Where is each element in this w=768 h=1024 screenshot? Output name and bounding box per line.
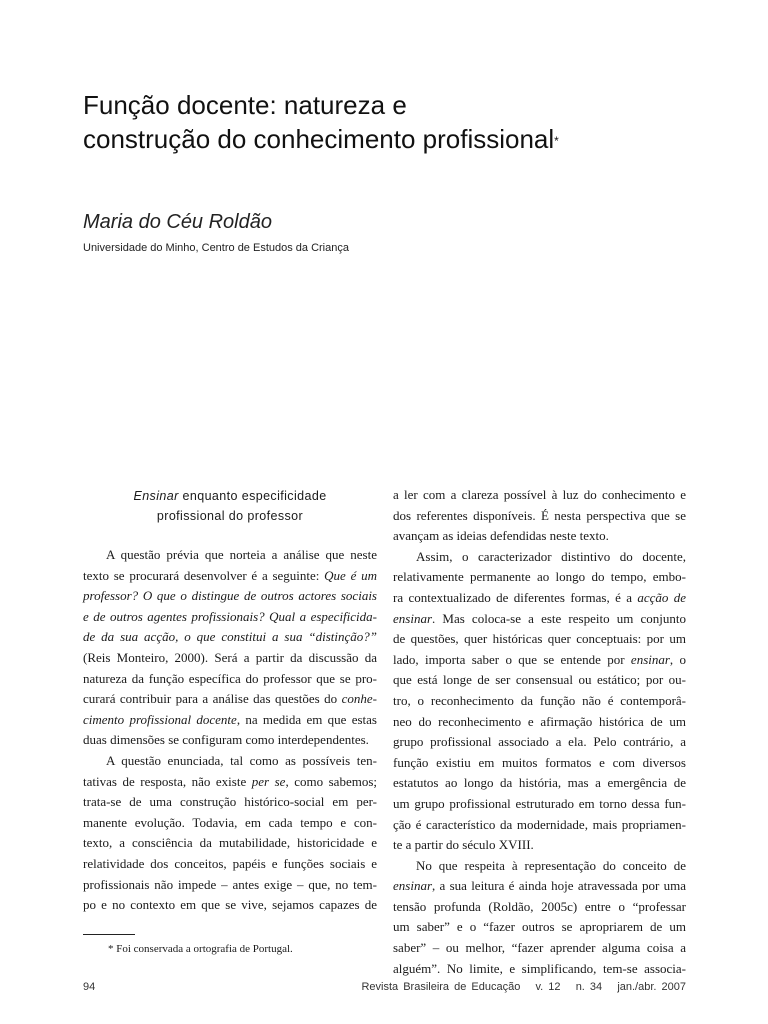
text-line: que está longe de ser consensual ou estático; por ou- bbox=[393, 672, 686, 688]
author-affiliation: Universidade do Minho, Centro de Estudos da Criança bbox=[83, 242, 349, 254]
left-column bbox=[83, 545, 377, 916]
paragraph bbox=[393, 856, 686, 980]
paragraph bbox=[393, 485, 686, 547]
text-line: alguém”. No limite, e simplificando, tem-se associa- bbox=[393, 960, 686, 976]
text-line: saber” – ou melhor, “fazer aprender alguma coisa a bbox=[393, 940, 686, 956]
section-heading-line-1 bbox=[83, 486, 377, 506]
footnote: * Foi conservada a ortografia de Portugal. bbox=[108, 943, 293, 955]
title-line-1: Função docente: natureza e bbox=[83, 90, 407, 120]
text-line: Assim, o caracterizador distintivo do docente, bbox=[416, 548, 686, 564]
article-title bbox=[83, 88, 703, 156]
text-line: neo do reconhecimento e afirmação histórica de um bbox=[393, 713, 686, 729]
paragraph bbox=[83, 751, 377, 916]
text-line: A questão prévia que norteia a análise que neste bbox=[106, 547, 377, 562]
text-line: profissionais não impede – antes exige – que, no tem- bbox=[83, 876, 377, 892]
text-line: trata-se de uma construção histórico-social em per- bbox=[83, 794, 377, 810]
text-line: cimento profissional docente, na medida em que estas bbox=[83, 711, 377, 727]
section-heading bbox=[83, 486, 377, 526]
text-line: A questão enunciada, tal como as possíveis ten- bbox=[106, 752, 377, 768]
text-line: avançam as ideias defendidas neste texto. bbox=[393, 528, 609, 544]
section-heading-line-2: profissional do professor bbox=[156, 509, 304, 523]
text-line: natureza da função específica do professor que se pro- bbox=[83, 670, 377, 686]
paragraph bbox=[83, 545, 377, 751]
text-line: lado, importa saber o que se entende por ensinar, o bbox=[393, 651, 686, 667]
text-line: ção é característico da modernidade, mais propriamen- bbox=[393, 816, 686, 832]
text-line: de questões, quer históricas quer conceptuais: por um bbox=[393, 631, 686, 647]
title-line-2 bbox=[83, 122, 703, 156]
section-heading-rest: enquanto especificidade bbox=[178, 489, 327, 503]
text-line: e de outros agentes profissionais? Qual a especificida- bbox=[83, 608, 377, 624]
text-line: duas dimensões se configuram como interdependentes. bbox=[83, 732, 369, 748]
text-line: relatividade dos conceitos, papéis e funções sociais e bbox=[83, 855, 377, 871]
text-line: (Reis Monteiro, 2000). Será a partir da discussão da bbox=[83, 649, 377, 665]
text-line: po e no contexto em que se vive, sejamos capazes de bbox=[83, 897, 377, 913]
text-line: um saber” e o “fazer outros se apropriarem de um bbox=[393, 919, 686, 935]
text-line: um grupo profissional estruturado em torno dessa fun- bbox=[393, 795, 686, 811]
section-heading-emphasis: Ensinar bbox=[133, 489, 179, 503]
text-line: ensinar, a sua leitura é ainda hoje atravessada por uma bbox=[393, 878, 686, 894]
text-line: dos referentes disponíveis. É nesta perspectiva que se bbox=[393, 507, 686, 523]
text-line: tro, o reconhecimento da função não é contemporâ- bbox=[393, 692, 686, 708]
footnote-rule bbox=[83, 934, 135, 935]
text-line: curará contribuir para a análise das questões do conhe- bbox=[83, 691, 377, 707]
author-name: Maria do Céu Roldão bbox=[83, 211, 272, 233]
text-line: relativamente permanente ao longo do tempo, embo- bbox=[393, 569, 686, 585]
journal-citation: Revista Brasileira de Educação v. 12 n. 34 jan./abr. 2007 bbox=[361, 981, 686, 993]
page-number: 94 bbox=[83, 981, 96, 993]
text-line: texto, a consciência da mutabilidade, historicidade e bbox=[83, 835, 377, 851]
right-column bbox=[393, 485, 686, 979]
text-line: te a partir do século XVIII. bbox=[393, 837, 534, 853]
title-footnote-mark: * bbox=[554, 134, 559, 148]
text-line: manente evolução. Todavia, em cada tempo e con- bbox=[83, 814, 377, 830]
title-line-2-text: construção do conhecimento profissional bbox=[83, 124, 555, 154]
text-line: grupo profissional associado a ela. Pelo contrário, a bbox=[393, 734, 686, 750]
text-line: ensinar. Mas coloca-se a este respeito um conjunto bbox=[393, 610, 686, 626]
text-line: função existiu em muitos formatos e com diversos bbox=[393, 754, 686, 770]
text-line: tensão profunda (Roldão, 2005c) entre o “professar bbox=[393, 898, 686, 914]
text-line: texto se procurará desenvolver é a seguinte: Que é um bbox=[83, 567, 377, 583]
text-line: ra contextualizado de diferentes formas, é a acção de bbox=[393, 589, 686, 605]
text-line: estatutos ao longo da história, mas a emergência de bbox=[393, 775, 686, 791]
paragraph bbox=[393, 547, 686, 856]
text-line: No que respeita à representação do conceito de bbox=[416, 857, 686, 873]
text-line: professor? O que o distingue de outros actores sociais bbox=[83, 588, 377, 604]
text-line: tativas de resposta, não existe per se, como sabemos; bbox=[83, 773, 377, 789]
text-line: a ler com a clareza possível à luz do conhecimento e bbox=[393, 487, 686, 502]
text-line: de da sua acção, o que constitui a sua “distinção?” bbox=[83, 629, 377, 645]
